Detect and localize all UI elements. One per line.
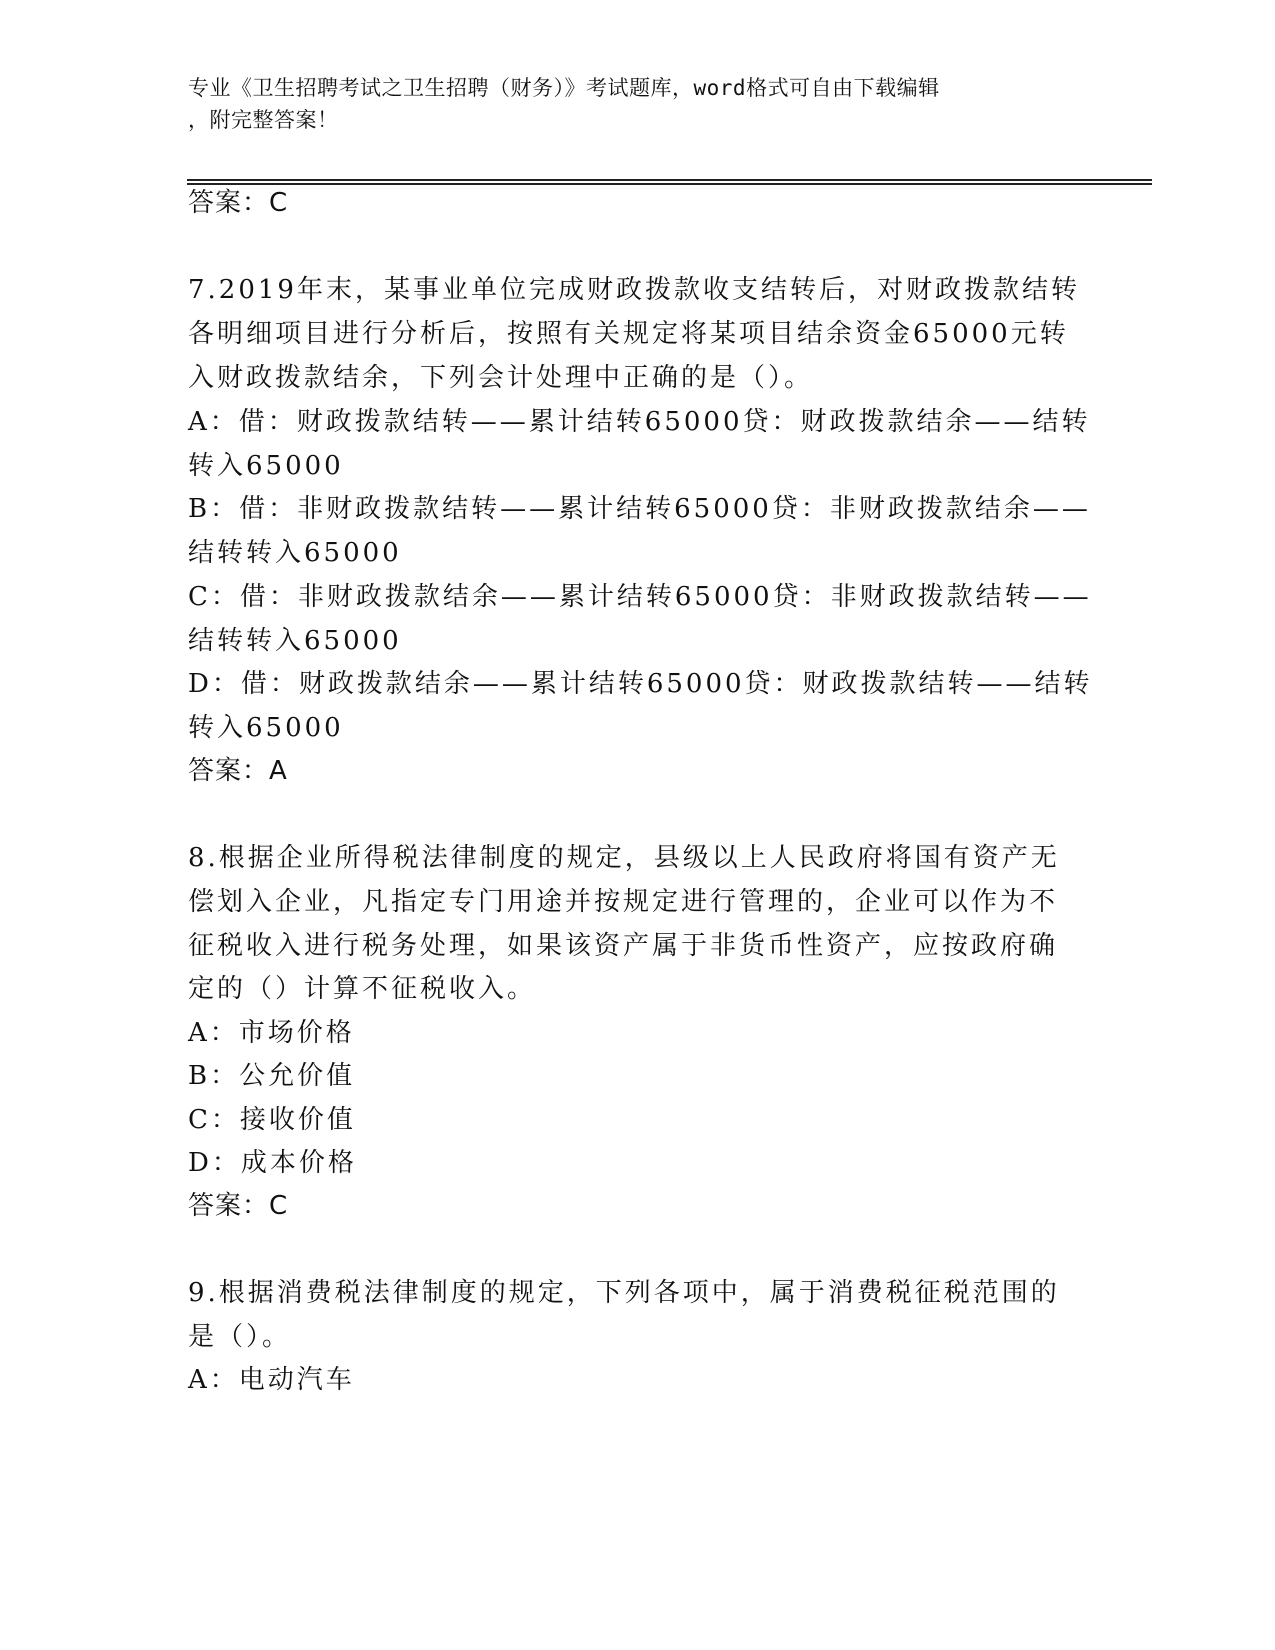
q7-option-a-line-1: A：借：财政拨款结转——累计结转65000贷：财政拨款结余——结转	[188, 407, 1091, 437]
q8-stem-line-3: 征税收入进行税务处理，如果该资产属于非货币性资产，应按政府确	[188, 931, 1059, 961]
q7-option-d-line-2: 转入65000	[188, 713, 344, 743]
q9-stem-line-2: 是（）。	[188, 1322, 292, 1352]
q8-stem-line-1: 8.根据企业所得税法律制度的规定，县级以上人民政府将国有资产无	[188, 843, 1060, 873]
q7-option-c-line-2: 结转转入65000	[188, 626, 402, 656]
q7-stem-line-3: 入财政拨款结余，下列会计处理中正确的是（）。	[188, 363, 814, 393]
q9-stem-line-1: 9.根据消费税法律制度的规定，下列各项中，属于消费税征税范围的	[188, 1278, 1060, 1308]
q7-option-c-line-1: C：借：非财政拨款结余——累计结转65000贷：非财政拨款结转——	[188, 582, 1092, 612]
header-line-2: ，附完整答案！	[188, 108, 339, 132]
q7-answer: 答案：A	[188, 756, 288, 786]
header-line-1: 专业《卫生招聘考试之卫生招聘（财务）》考试题库，word格式可自由下载编辑	[188, 76, 940, 100]
q8-answer: 答案：C	[188, 1191, 289, 1221]
q7-option-a-line-2: 转入65000	[188, 451, 344, 481]
header-divider-top	[187, 179, 1152, 181]
q7-stem-line-2: 各明细项目进行分析后，按照有关规定将某项目结余资金65000元转	[188, 319, 1069, 349]
previous-answer: 答案：C	[188, 188, 289, 218]
q8-option-b: B：公允价值	[188, 1061, 356, 1091]
q8-stem-line-2: 偿划入企业，凡指定专门用途并按规定进行管理的，企业可以作为不	[188, 887, 1059, 917]
q9-option-a: A：电动汽车	[188, 1365, 355, 1395]
q8-option-d: D：成本价格	[188, 1148, 357, 1178]
q7-stem-line-1: 7.2019年末，某事业单位完成财政拨款收支结转后，对财政拨款结转	[188, 275, 1080, 305]
header-divider-bottom	[187, 183, 1152, 185]
q7-option-b-line-1: B：借：非财政拨款结转——累计结转65000贷：非财政拨款结余——	[188, 494, 1091, 524]
q8-option-c: C：接收价值	[188, 1105, 356, 1135]
q8-option-a: A：市场价格	[188, 1018, 355, 1048]
q7-option-d-line-1: D：借：财政拨款结余——累计结转65000贷：财政拨款结转——结转	[188, 669, 1093, 699]
document-header	[188, 72, 1068, 136]
q8-stem-line-4: 定的（）计算不征税收入。	[188, 974, 537, 1004]
q7-option-b-line-2: 结转转入65000	[188, 538, 402, 568]
